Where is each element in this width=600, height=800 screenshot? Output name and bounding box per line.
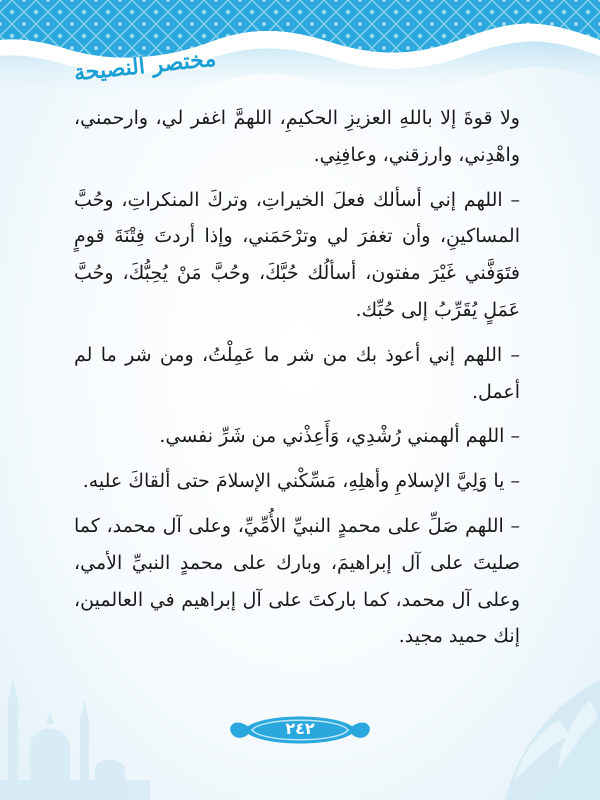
paragraph: – اللهم إني أسألك فعلَ الخيراتِ، وتركَ المنكراتِ، وحُبَّ المساكينِ، وأن تغفرَ لي وترْحَمَني، وإذا أردتَ فِتْنَةَ قومٍ فتَوَفَّني غَيْرَ مفتون، أسألُك حُبَّكَ، وحُبَّ مَنْ يُحِبُّكَ، وحُبَّ عَمَلٍ يُقَرِّبُ إلى حُبِّك. <box>74 188 520 321</box>
paragraph: – اللهم إني أعوذ بك من شر ما عَمِلْتُ، ومن شر ما لم أعمل. <box>74 343 520 403</box>
palm-leaf-icon <box>505 680 600 800</box>
paragraph: – يا وَلِيَّ الإسلامِ وأهلِهِ، مَسِّكْني الإسلامَ حتى ألقاكَ عليه. <box>82 470 520 493</box>
page-number-badge <box>230 712 370 746</box>
paragraph: – اللهم ألهمني رُشْدِي، وَأَعِذْني من شَرِّ نفسي. <box>159 425 520 448</box>
book-title-logo: مختصر النصيحة <box>72 45 218 87</box>
page-body <box>74 100 520 663</box>
page-number: ٢٤٢ <box>285 719 315 738</box>
paragraph: – اللهم صَلِّ على محمدٍ النبيِّ الأُمِّيِّ، وعلى آل محمد، كما صليتَ على آل إبراهيمَ، وبارك على محمدٍ النبيِّ الأمي، وعلى آل محمد، كما باركتَ على آل إبراهيم في العالمين، إنك حميد مجيد. <box>74 514 520 648</box>
mosque-silhouette-icon <box>0 678 150 800</box>
paragraph: ولا قوةَ إلا باللهِ العزيزِ الحكيمِ، اللهمَّ اغفر لي، وارحمني، واهْدِني، وارزقني، وعافِنِي. <box>74 107 520 166</box>
